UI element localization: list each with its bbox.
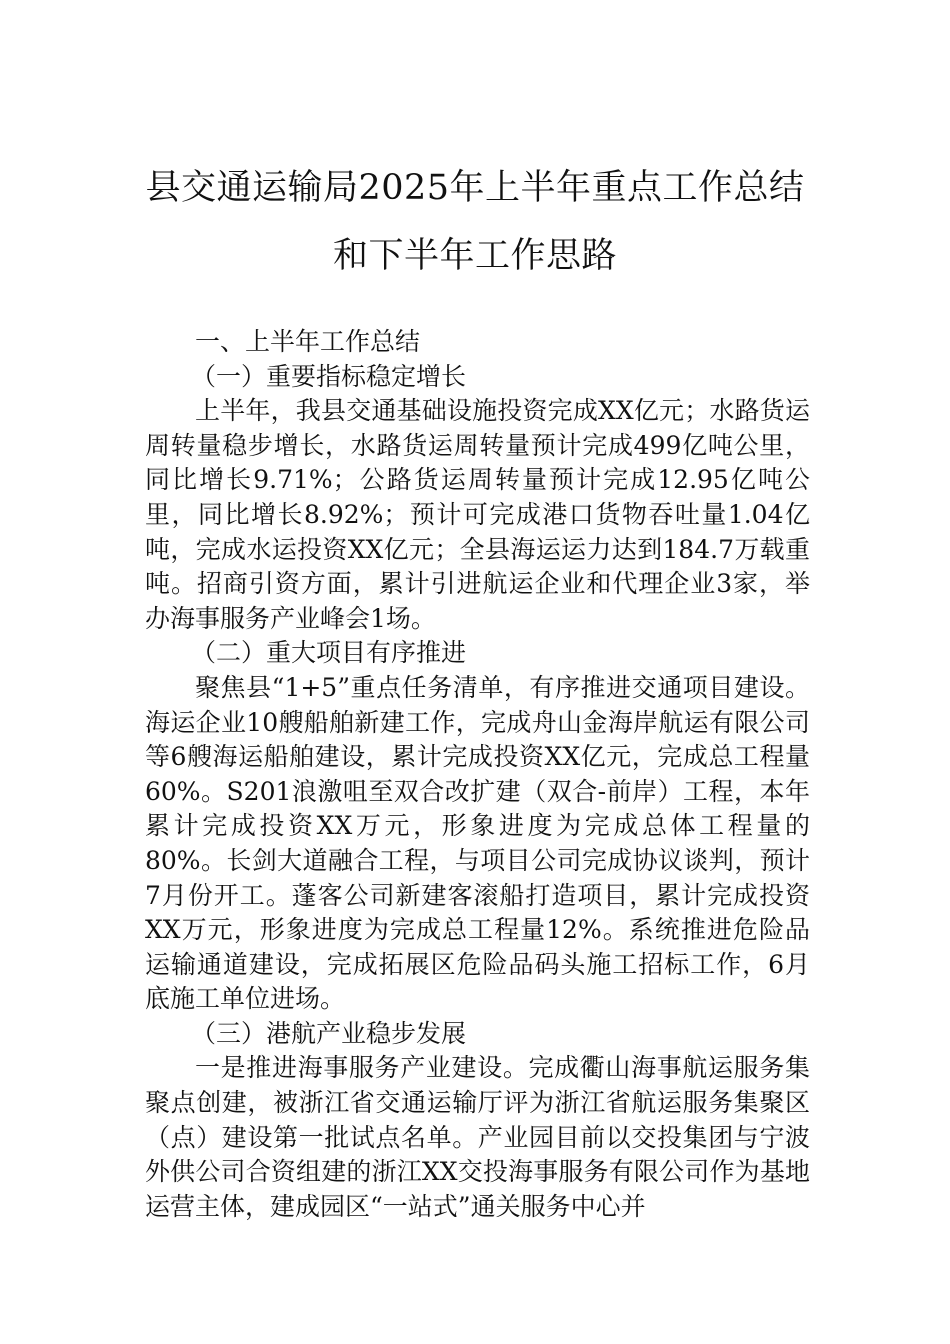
subsection-heading-2: （二）重大项目有序推进 xyxy=(191,638,467,668)
document-title-line-2: 和下半年工作思路 xyxy=(332,236,617,276)
paragraph-3: 一是推进海事服务产业建设。完成衢山海事航运服务集聚点创建，被浙江省交通运输厅评为浙江省航运服务集聚区（点）建设第一批试点名单。产业园目前以交投集团与宁波外供公司合资组建的浙江XX交投海事服务有限公司作为基地运营主体，建成园区“一站式”通关服务中心并 xyxy=(145,1053,810,1221)
subsection-heading-3: （三）港航产业稳步发展 xyxy=(191,1018,467,1048)
paragraph-1: 上半年，我县交通基础设施投资完成XX亿元；水路货运周转量稳步增长，水路货运周转量预计完成499亿吨公里，同比增长9.71%；公路货运周转量预计完成12.95亿吨公里，同比增长8.92%；预计可完成港口货物吞吐量1.04亿吨，完成水运投资XX亿元；全县海运运力达到184.7万载重吨。招商引资方面，累计引进航运企业和代理企业3家，举办海事服务产业峰会1场。 xyxy=(145,396,810,633)
subsection-heading-1: （一）重要指标稳定增长 xyxy=(191,361,467,391)
document-body xyxy=(145,325,810,1224)
document-title-line-1: 县交通运输局2025年上半年重点工作总结 xyxy=(145,168,805,208)
paragraph-2: 聚焦县“1+5”重点任务清单，有序推进交通项目建设。海运企业10艘船舶新建工作，完成舟山金海岸航运有限公司等6艘海运船舶建设，累计完成投资XX亿元，完成总工程量60%。S201浪激咀至双合改扩建（双合-前岸）工程，本年累计完成投资XX万元，形象进度为完成总体工程量的80%。长剑大道融合工程，与项目公司完成协议谈判，预计7月份开工。蓬客公司新建客滚船打造项目，累计完成投资XX万元，形象进度为完成总工程量12%。系统推进危险品运输通道建设，完成拓展区危险品码头施工招标工作，6月底施工单位进场。 xyxy=(145,672,810,1014)
section-heading-1: 一、上半年工作总结 xyxy=(195,327,421,356)
